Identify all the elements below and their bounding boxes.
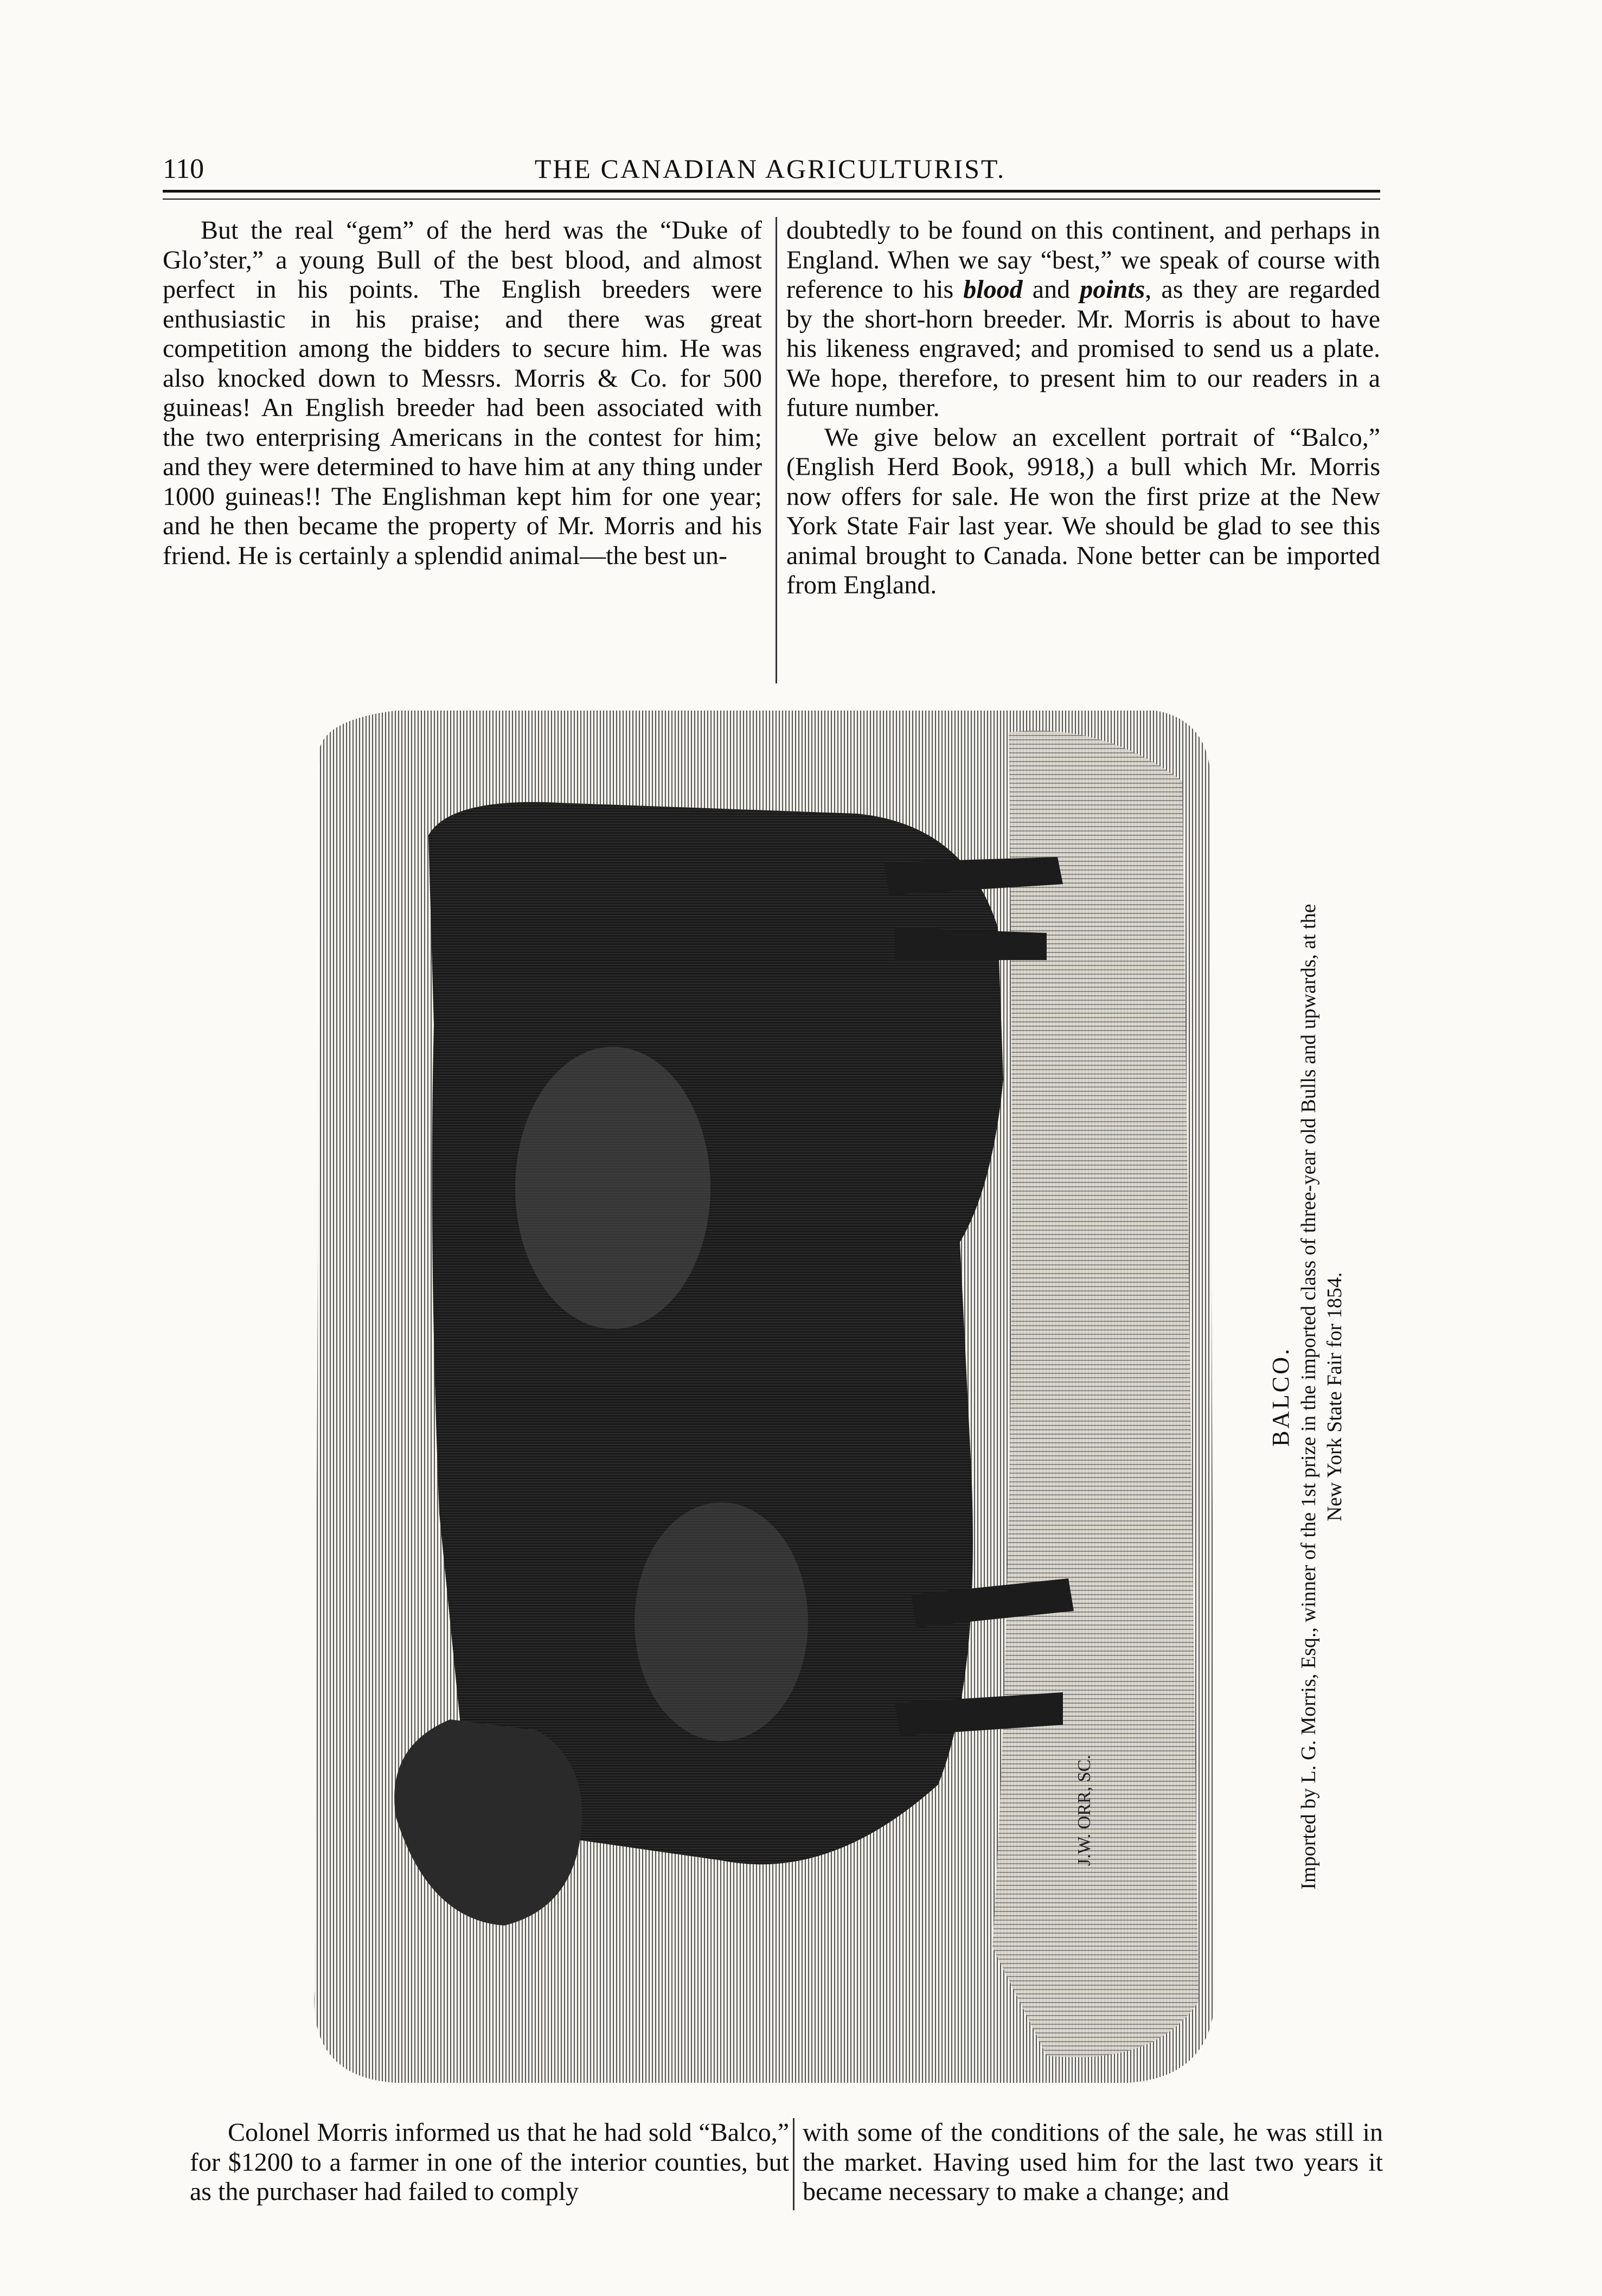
engraving-caption [1258,700,1356,2094]
duke-of-gloster-paragraph: But the real “gem” of the herd was the “Duke of Glo’ster,” a young Bull of the best blood, and almost perfect in his points. The English breeders were enthusiastic in his praise; and there was great competition among the bidders to secure him. He was also knocked down to Messrs. Morris & Co. for 500 guineas! An English breeder had been associated with the two enterprising Americans in the contest for him; and they were determined to have him at any thing under 1000 guineas!! The Englishman kept him for one year; and he then became the property of Mr. Morris and his friend. He is certainly a splendid animal—the best un- [163,216,762,570]
header-rule-thin [163,199,1380,200]
caption-line-2: New York State Fair for 1854. [1323,1272,1346,1521]
bull-shoulder-highlight [635,1502,808,1741]
page-number: 110 [163,154,204,184]
page-header [163,142,1377,191]
continued-paragraph [786,216,1380,423]
emphasis-points: points [1080,275,1145,304]
top-right-column [786,216,1380,600]
header-rule-thick [163,190,1380,193]
colonel-morris-paragraph: Colonel Morris informed us that he had sold “Balco,” for $1200 to a farmer in one of the interior counties, but as the purchaser had failed to comply [190,2118,789,2206]
engraver-signature: J.W. ORR, SC. [1074,1755,1094,1866]
text-run: and [1022,275,1080,304]
text-run: , as they are regarded by the short-horn breeder. Mr. Morris is about to have his likeness engraved; and promised to send us a plate. We hope, therefore, to present him to our readers in a future number. [786,275,1380,422]
caption-line-1: Imported by L. G. Morris, Esq., winner of the 1st prize in the imported class of three-year old Bulls and upwards, at the [1297,904,1320,1890]
ground-foliage [992,731,1199,2057]
caption-rotated [1266,719,1348,2075]
emphasis-blood: blood [963,275,1023,304]
bull-flank-highlight [515,1047,710,1329]
continued-paragraph-bottom: with some of the conditions of the sale, he was still in the market. Having used him for the last two years it became necessary to make a change; and [803,2118,1383,2206]
text-run: doubtedly to be found on this continent, and perhaps in England. When we say “best,” we speak of course with reference to his [786,216,1380,304]
column-divider-top [776,217,777,683]
balco-intro-paragraph: We give below an excellent portrait of “Balco,” (English Herd Book, 9918,) a bull which Mr. Morris now offers for sale. He won the first prize at the New York State Fair last year. We should be glad to see this animal brought to Canada. None better can be imported from England. [786,423,1380,599]
bottom-left-column [190,2118,789,2207]
running-title: THE CANADIAN AGRICULTURIST. [534,154,1006,184]
balco-bull-engraving [287,700,1231,2094]
caption-title: BALCO. [1267,1346,1294,1447]
top-left-column [163,216,762,571]
column-divider-bottom [793,2118,794,2210]
bottom-right-column [803,2118,1383,2207]
